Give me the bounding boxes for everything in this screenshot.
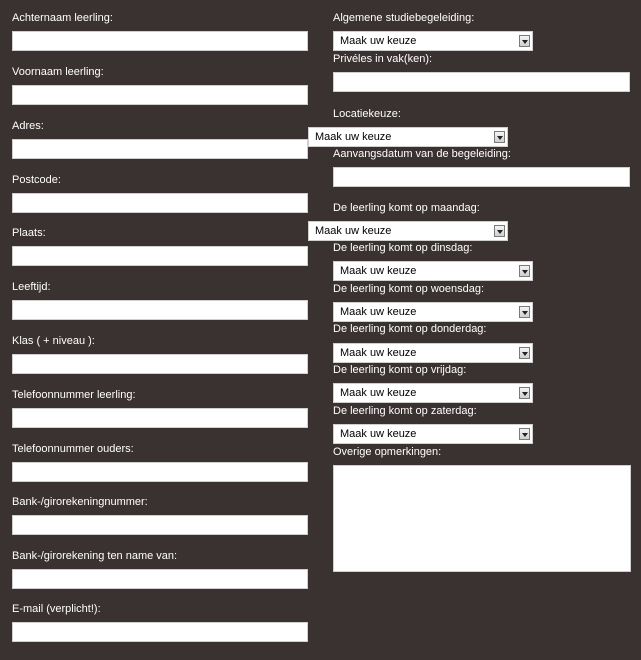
donderdag-label: De leerling komt op donderdag: <box>333 323 487 335</box>
klas-input[interactable] <box>12 354 308 374</box>
studiebegeleiding-label: Algemene studiebegeleiding: <box>333 12 475 24</box>
aanvangsdatum-label: Aanvangsdatum van de begeleiding: <box>333 148 511 160</box>
chevron-down-icon[interactable] <box>519 35 530 47</box>
email-label: E-mail (verplicht!): <box>12 603 101 615</box>
chevron-down-icon[interactable] <box>519 347 530 359</box>
telefoon-leerling-input[interactable] <box>12 408 308 428</box>
plaats-input[interactable] <box>12 246 308 266</box>
chevron-down-icon[interactable] <box>519 428 530 440</box>
opmerkingen-textarea[interactable] <box>333 465 631 572</box>
adres-label: Adres: <box>12 120 44 132</box>
maandag-select[interactable] <box>308 221 508 241</box>
dinsdag-value: Maak uw keuze <box>340 265 417 277</box>
vrijdag-label: De leerling komt op vrijdag: <box>333 364 467 376</box>
chevron-down-icon[interactable] <box>494 131 505 143</box>
klas-label: Klas ( + niveau ): <box>12 335 95 347</box>
postcode-label: Postcode: <box>12 174 61 186</box>
telefoon-ouders-label: Telefoonnummer ouders: <box>12 443 134 455</box>
telefoon-ouders-input[interactable] <box>12 462 308 482</box>
zaterdag-select[interactable] <box>333 424 533 444</box>
postcode-input[interactable] <box>12 193 308 213</box>
maandag-value: Maak uw keuze <box>315 225 392 237</box>
voornaam-label: Voornaam leerling: <box>12 66 104 78</box>
rekening-naam-input[interactable] <box>12 569 308 589</box>
aanvangsdatum-input[interactable] <box>333 167 630 187</box>
rekening-naam-label: Bank-/girorekening ten name van: <box>12 550 178 562</box>
zaterdag-label: De leerling komt op zaterdag: <box>333 405 477 417</box>
vrijdag-value: Maak uw keuze <box>340 387 417 399</box>
woensdag-value: Maak uw keuze <box>340 306 417 318</box>
dinsdag-label: De leerling komt op dinsdag: <box>333 242 473 254</box>
leeftijd-input[interactable] <box>12 300 308 320</box>
voornaam-input[interactable] <box>12 85 308 105</box>
achternaam-input[interactable] <box>12 31 308 51</box>
plaats-label: Plaats: <box>12 227 46 239</box>
leeftijd-label: Leeftijd: <box>12 281 51 293</box>
woensdag-select[interactable] <box>333 302 533 322</box>
rekeningnummer-label: Bank-/girorekeningnummer: <box>12 496 148 508</box>
chevron-down-icon[interactable] <box>519 306 530 318</box>
chevron-down-icon[interactable] <box>494 225 505 237</box>
opmerkingen-label: Overige opmerkingen: <box>333 446 442 458</box>
donderdag-select[interactable] <box>333 343 533 363</box>
locatie-value: Maak uw keuze <box>315 131 392 143</box>
zaterdag-value: Maak uw keuze <box>340 428 417 440</box>
priveles-label: Privéles in vak(ken): <box>333 53 433 65</box>
studiebegeleiding-select[interactable] <box>333 31 533 51</box>
locatie-label: Locatiekeuze: <box>333 108 401 120</box>
studiebegeleiding-value: Maak uw keuze <box>340 35 417 47</box>
telefoon-leerling-label: Telefoonnummer leerling: <box>12 389 136 401</box>
achternaam-label: Achternaam leerling: <box>12 12 113 24</box>
woensdag-label: De leerling komt op woensdag: <box>333 283 485 295</box>
chevron-down-icon[interactable] <box>519 387 530 399</box>
donderdag-value: Maak uw keuze <box>340 347 417 359</box>
chevron-down-icon[interactable] <box>519 265 530 277</box>
priveles-input[interactable] <box>333 72 630 92</box>
email-input[interactable] <box>12 622 308 642</box>
adres-input[interactable] <box>12 139 308 159</box>
vrijdag-select[interactable] <box>333 383 533 403</box>
rekeningnummer-input[interactable] <box>12 515 308 535</box>
maandag-label: De leerling komt op maandag: <box>333 202 480 214</box>
locatie-select[interactable] <box>308 127 508 147</box>
dinsdag-select[interactable] <box>333 261 533 281</box>
